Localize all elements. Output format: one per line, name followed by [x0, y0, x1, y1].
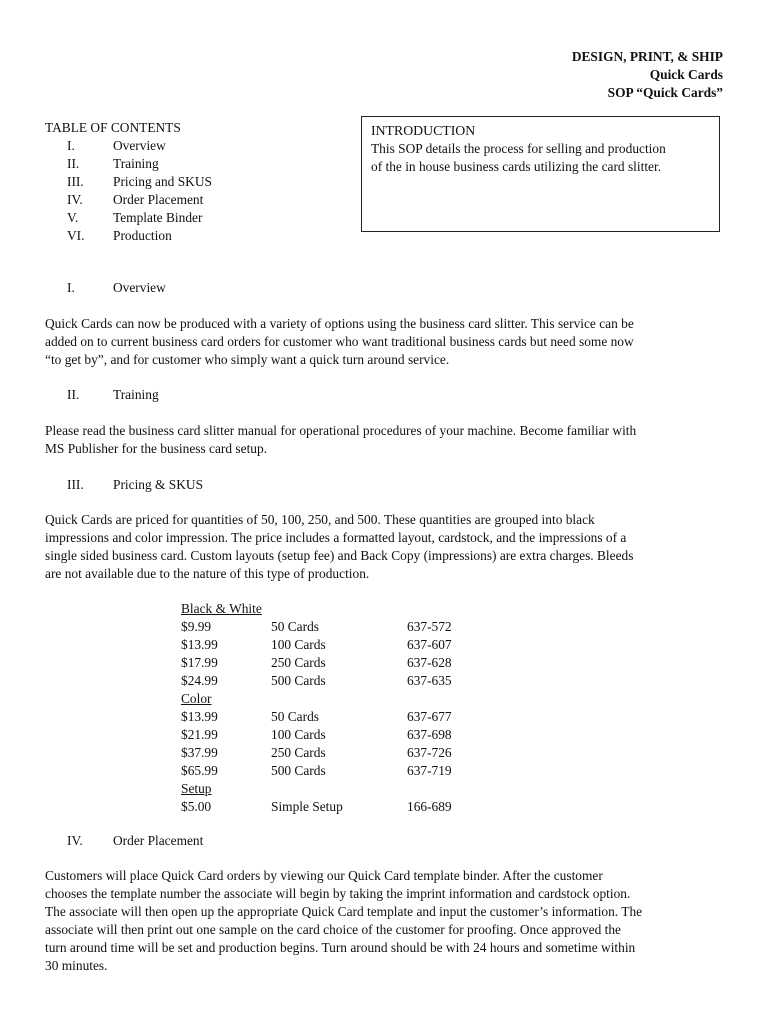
table-of-contents [45, 119, 212, 245]
introduction-box [361, 116, 720, 232]
intro-line: of the in house business cards utilizing the card slitter. [371, 159, 662, 174]
header-line-3: SOP “Quick Cards” [607, 85, 723, 100]
toc-item: IV. Order Placement [67, 192, 204, 207]
overview-paragraph: Quick Cards can now be produced with a variety of options using the business card slitter. This service can be added on to current business card orders for customer who want traditional business cards but need some now “to get by”, and for customer who simply want a quick turn around service. [45, 316, 634, 367]
toc-item: III. Pricing and SKUS [67, 174, 212, 189]
toc-item: VI. Production [67, 228, 172, 243]
header-line-2: Quick Cards [649, 67, 723, 82]
toc-item: I. Overview [67, 138, 166, 153]
document-header [572, 48, 723, 102]
training-paragraph: Please read the business card slitter manual for operational procedures of your machine. Become familiar with MS Publisher for the business card setup. [45, 423, 637, 456]
order-placement-paragraph: Customers will place Quick Card orders by viewing our Quick Card template binder. After the customer chooses the template number the associate will begin by taking the imprint information and cardstock option. The associate will then open up the appropriate Quick Card template and input the customer’s information. The associate will then print out one sample on the card choice of the customer for proofing. Once approved the turn around time will be set and production begins. Turn around should be with 24 hours and sometime within 30 minutes. [45, 868, 643, 973]
header-line-1: DESIGN, PRINT, & SHIP [571, 49, 723, 64]
toc-title: TABLE OF CONTENTS [45, 120, 181, 135]
intro-title: INTRODUCTION [371, 123, 476, 138]
toc-item: II. Training [67, 156, 159, 171]
toc-item: V. Template Binder [67, 210, 203, 225]
intro-line: This SOP details the process for selling and production [371, 141, 666, 156]
pricing-paragraph: Quick Cards are priced for quantities of 50, 100, 250, and 500. These quantities are grouped into black impressions and color impression. The price includes a formatted layout, cardstock, and the impressions of a single sided business card. Custom layouts (setup fee) and Back Copy (impressions) are extra charges. Bleeds are not available due to the nature of this type of production. [45, 512, 634, 581]
